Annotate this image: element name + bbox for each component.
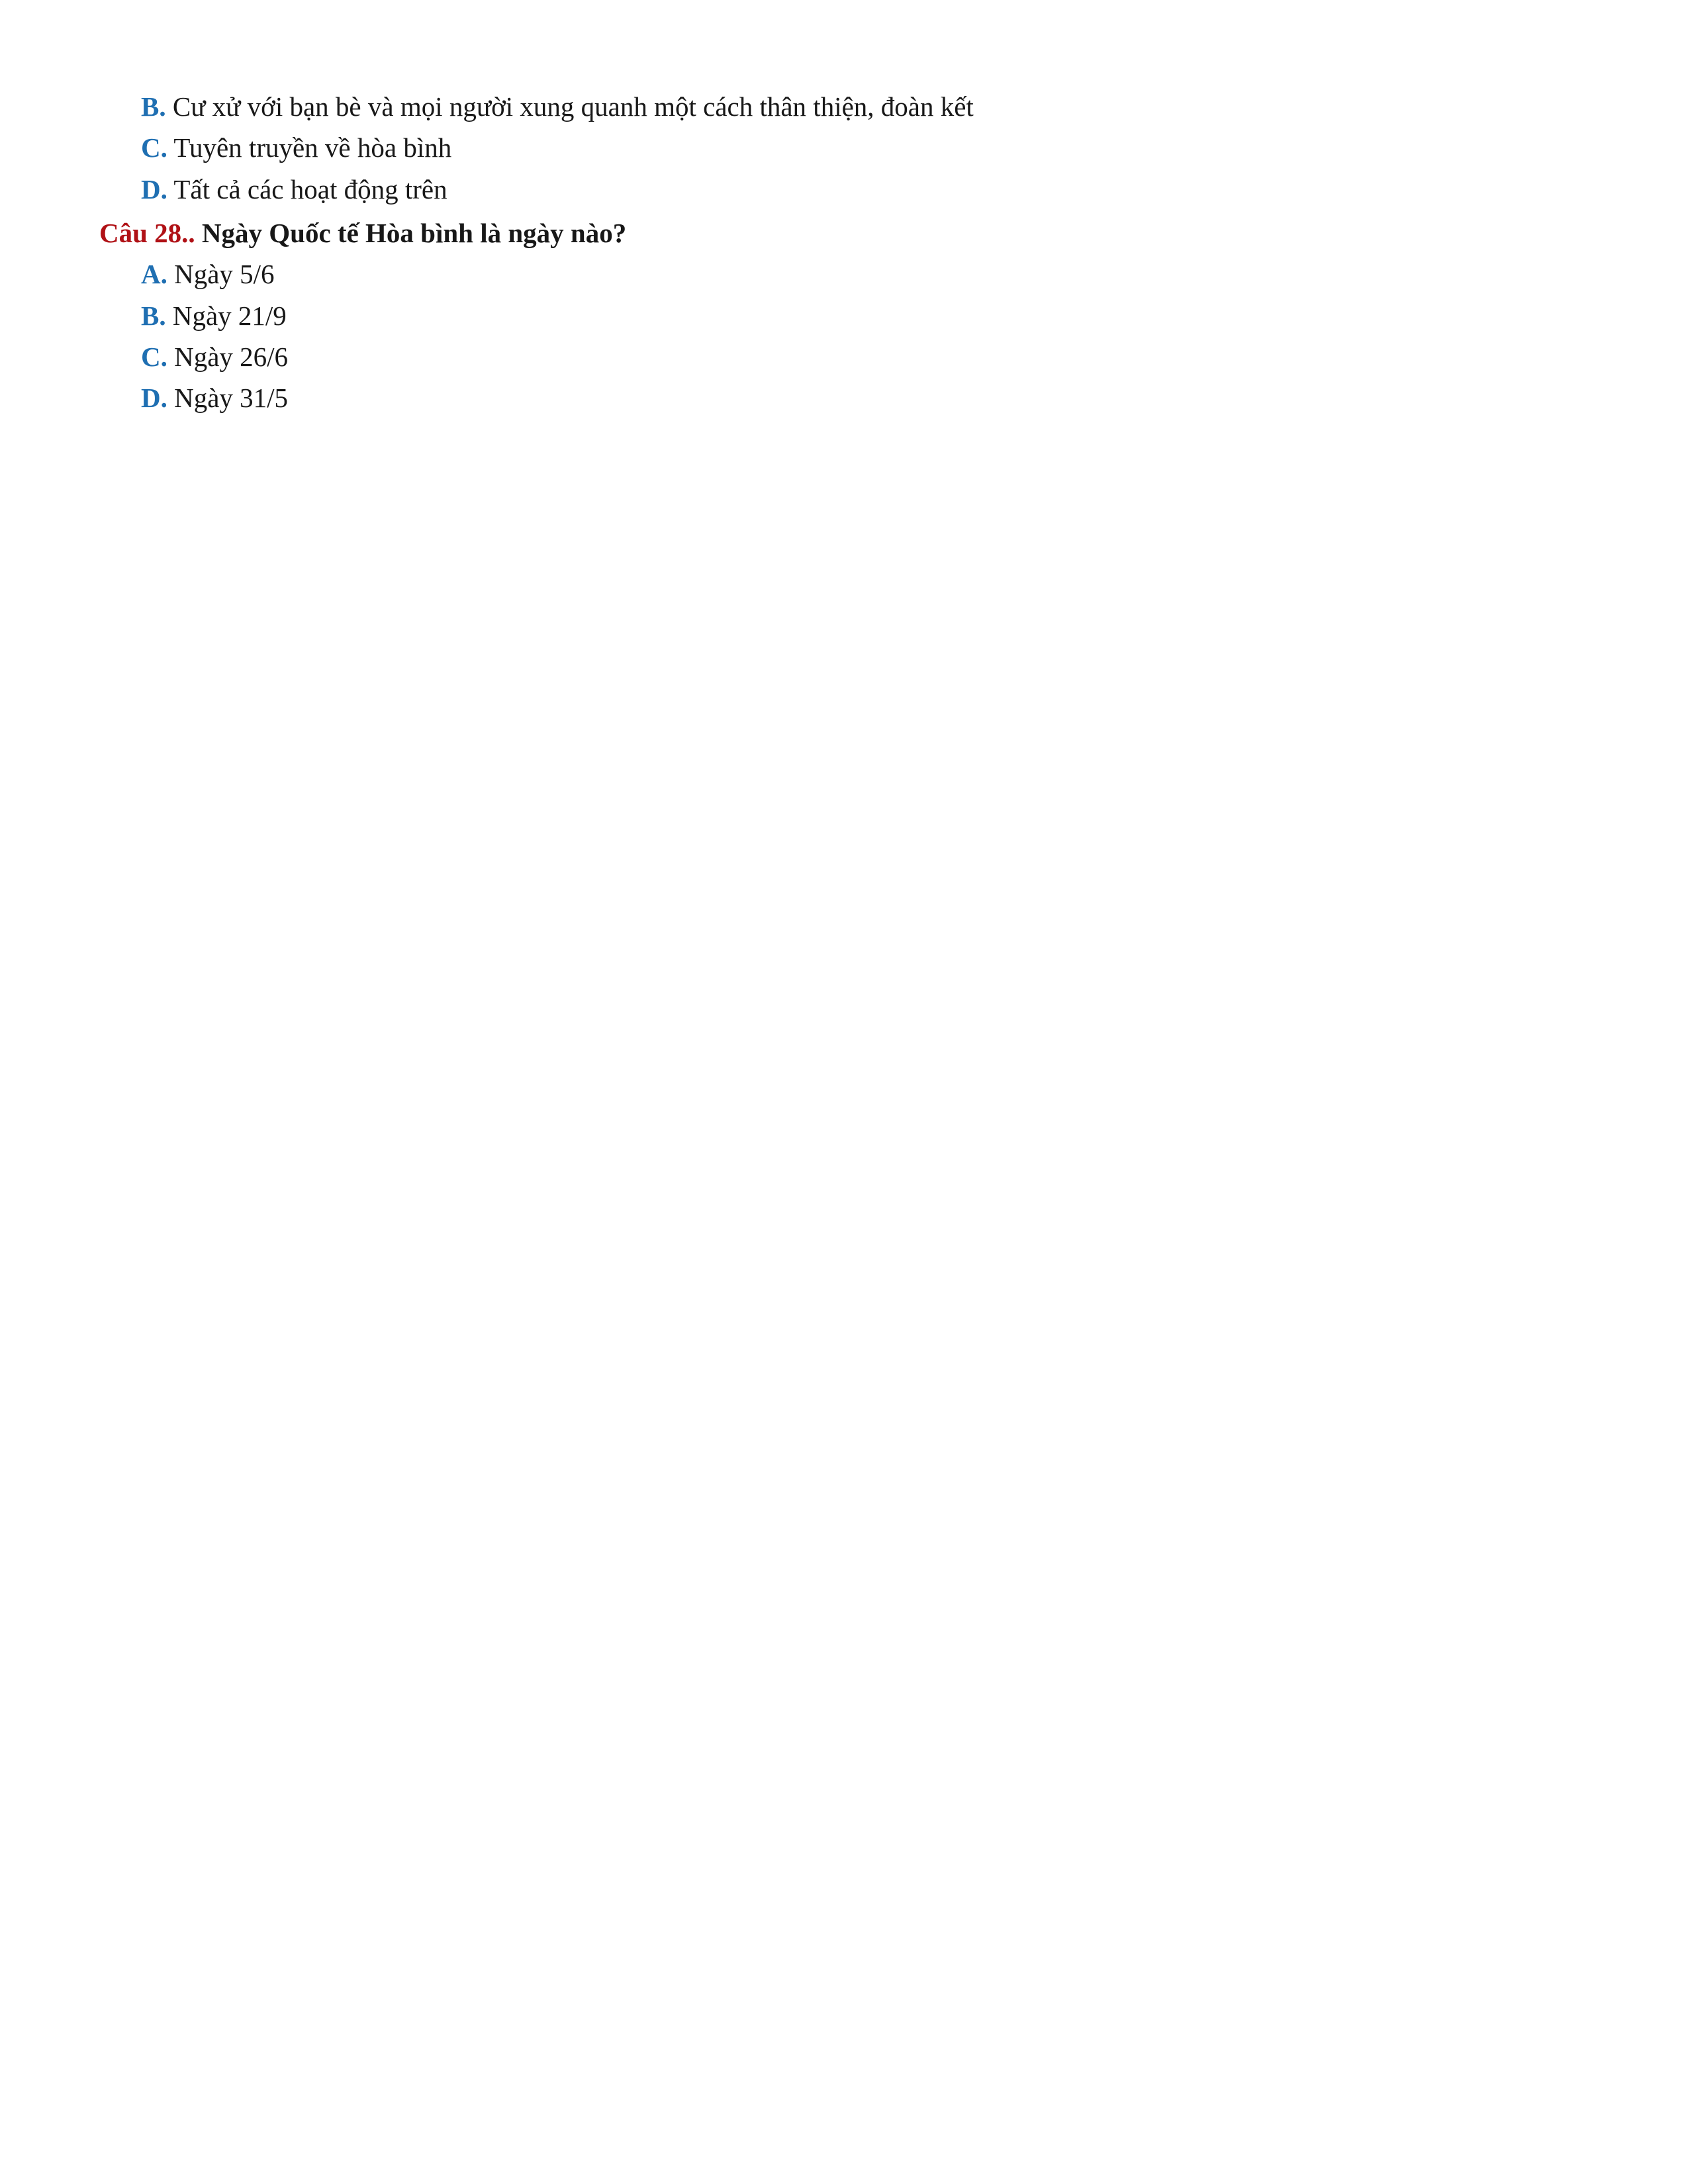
answer-text: Tuyên truyền về hòa bình bbox=[173, 132, 452, 163]
answer-label: D. bbox=[141, 173, 167, 205]
list-item bbox=[99, 253, 1566, 295]
list-item bbox=[99, 336, 1566, 377]
answer-label: A. bbox=[141, 259, 167, 290]
list-item bbox=[99, 169, 1566, 210]
list-item bbox=[99, 295, 1566, 336]
answer-label: B. bbox=[141, 300, 166, 331]
answer-label: B. bbox=[141, 91, 166, 122]
list-item bbox=[99, 86, 1566, 127]
question-text: Ngày Quốc tế Hòa bình là ngày nào? bbox=[201, 217, 627, 248]
answer-label: D. bbox=[141, 383, 167, 414]
answer-text: Ngày 21/9 bbox=[172, 300, 287, 331]
answer-text: Cư xử với bạn bè và mọi người xung quanh một cách thân thiện, đoàn kết bbox=[172, 91, 974, 122]
list-item bbox=[99, 377, 1566, 418]
answer-text: Ngày 26/6 bbox=[174, 341, 289, 372]
answer-text: Ngày 31/5 bbox=[174, 383, 289, 414]
answer-text: Tất cả các hoạt động trên bbox=[173, 173, 447, 205]
answer-label: C. bbox=[141, 341, 167, 372]
list-item bbox=[99, 127, 1566, 168]
question-number: Câu 28.. bbox=[99, 217, 195, 248]
answer-label: C. bbox=[141, 132, 167, 163]
question-heading bbox=[99, 212, 1566, 253]
answer-text: Ngày 5/6 bbox=[174, 259, 275, 290]
document-body bbox=[99, 86, 1566, 419]
